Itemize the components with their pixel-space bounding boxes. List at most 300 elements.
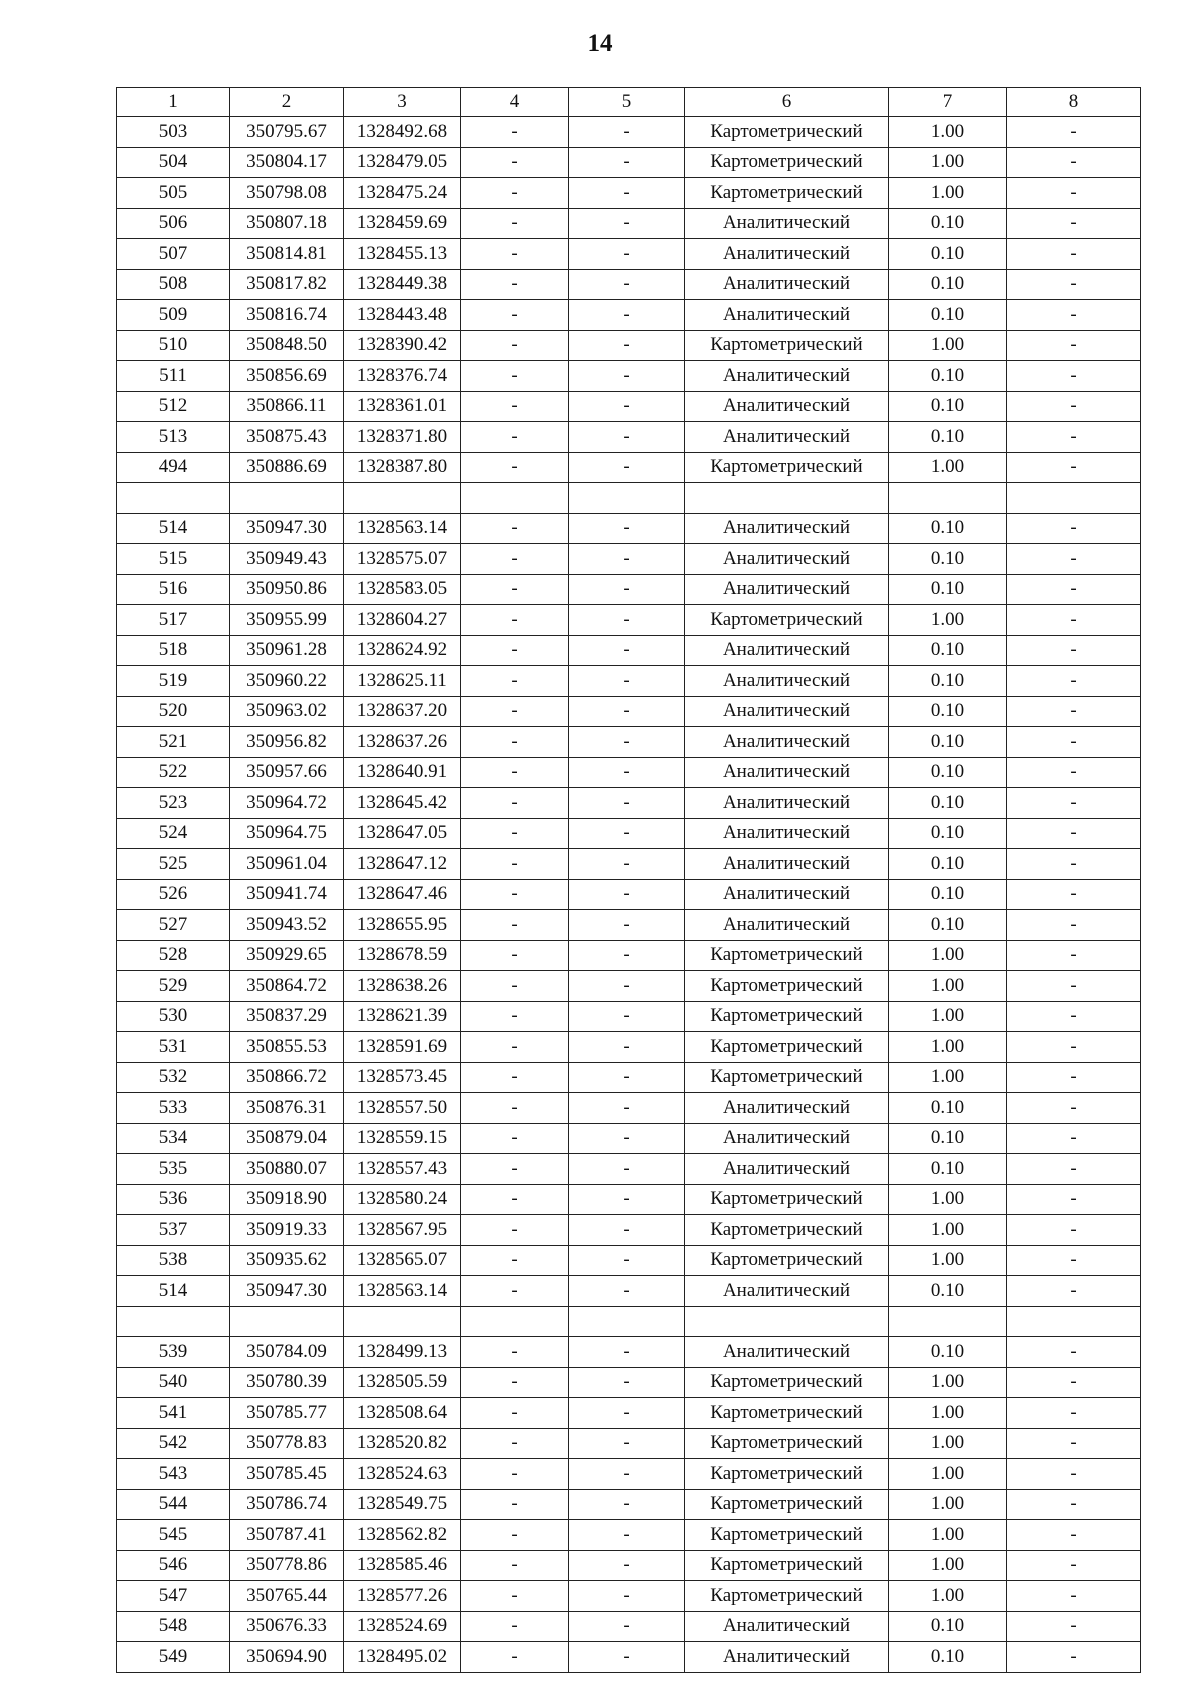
table-cell: 1328604.27 (344, 605, 461, 636)
table-cell: 536 (117, 1184, 230, 1215)
table-cell: - (1007, 1093, 1141, 1124)
table-row (117, 605, 1141, 636)
table-cell: 546 (117, 1550, 230, 1581)
table-cell: 1328492.68 (344, 117, 461, 148)
table-cell: Картометрический (685, 1520, 889, 1551)
table-cell: 511 (117, 361, 230, 392)
table-cell: - (569, 239, 685, 270)
table-cell: 532 (117, 1062, 230, 1093)
table-cell: 1328678.59 (344, 940, 461, 971)
table-cell: 1328573.45 (344, 1062, 461, 1093)
table-cell: - (569, 1550, 685, 1581)
table-cell: - (461, 1581, 569, 1612)
table-cell: - (461, 544, 569, 575)
table-cell (461, 1306, 569, 1337)
table-cell: 513 (117, 422, 230, 453)
table-cell: 350876.31 (230, 1093, 344, 1124)
table-cell: - (1007, 422, 1141, 453)
table-cell: 0.10 (889, 544, 1007, 575)
table-cell: 350949.43 (230, 544, 344, 575)
table-cell: 0.10 (889, 635, 1007, 666)
table-cell: - (1007, 1611, 1141, 1642)
table-cell: - (569, 1123, 685, 1154)
table-cell: 1328585.46 (344, 1550, 461, 1581)
table-cell: 1328520.82 (344, 1428, 461, 1459)
table-cell: - (461, 971, 569, 1002)
table-cell: - (1007, 574, 1141, 605)
table-cell: Аналитический (685, 300, 889, 331)
table-cell: - (569, 940, 685, 971)
table-row (117, 269, 1141, 300)
table-cell: - (569, 178, 685, 209)
table-cell: 0.10 (889, 1276, 1007, 1307)
table-cell: - (461, 1550, 569, 1581)
table-cell: 350919.33 (230, 1215, 344, 1246)
table-cell: 523 (117, 788, 230, 819)
table-row (117, 788, 1141, 819)
table-cell: - (461, 574, 569, 605)
table-cell: - (1007, 1581, 1141, 1612)
table-cell: - (461, 1367, 569, 1398)
table-cell: - (1007, 849, 1141, 880)
table-cell: - (1007, 696, 1141, 727)
table-cell (685, 1306, 889, 1337)
table-cell: 1328640.91 (344, 757, 461, 788)
table-cell: 0.10 (889, 361, 1007, 392)
table-cell: - (461, 422, 569, 453)
table-cell: Аналитический (685, 208, 889, 239)
table-cell: 350963.02 (230, 696, 344, 727)
table-cell: Картометрический (685, 1367, 889, 1398)
table-cell: - (461, 1215, 569, 1246)
table-cell: 350961.28 (230, 635, 344, 666)
table-cell: 1328591.69 (344, 1032, 461, 1063)
table-cell: 0.10 (889, 208, 1007, 239)
table-cell: - (461, 1520, 569, 1551)
table-cell: Картометрический (685, 330, 889, 361)
table-cell: - (569, 1001, 685, 1032)
table-cell: - (1007, 239, 1141, 270)
table-cell: 350947.30 (230, 513, 344, 544)
table-cell: - (1007, 513, 1141, 544)
table-cell: 544 (117, 1489, 230, 1520)
table-cell: - (1007, 1062, 1141, 1093)
table-cell: Аналитический (685, 1276, 889, 1307)
table-cell: 534 (117, 1123, 230, 1154)
table-cell: 519 (117, 666, 230, 697)
table-cell: - (569, 1520, 685, 1551)
table-cell: 1328361.01 (344, 391, 461, 422)
table-cell (344, 483, 461, 514)
table-row (117, 1642, 1141, 1673)
table-cell (117, 1306, 230, 1337)
table-cell: 350956.82 (230, 727, 344, 758)
table-cell: 0.10 (889, 574, 1007, 605)
table-cell: 1328443.48 (344, 300, 461, 331)
table-row (117, 1123, 1141, 1154)
table-cell: 0.10 (889, 818, 1007, 849)
table-row (117, 391, 1141, 422)
table-cell: 1.00 (889, 1001, 1007, 1032)
table-row (117, 971, 1141, 1002)
table-cell: - (461, 1459, 569, 1490)
table-cell: 0.10 (889, 788, 1007, 819)
table-cell: 1328449.38 (344, 269, 461, 300)
table-cell: Аналитический (685, 757, 889, 788)
table-cell: 1.00 (889, 1032, 1007, 1063)
table-cell: - (1007, 940, 1141, 971)
table-cell: Картометрический (685, 1459, 889, 1490)
table-cell: 0.10 (889, 391, 1007, 422)
table-cell: - (569, 147, 685, 178)
table-cell: 1328647.12 (344, 849, 461, 880)
table-body (117, 88, 1141, 1673)
table-cell: Картометрический (685, 1489, 889, 1520)
table-cell: 350785.77 (230, 1398, 344, 1429)
table-cell: Аналитический (685, 1611, 889, 1642)
table-cell: - (1007, 178, 1141, 209)
table-cell: 1328371.80 (344, 422, 461, 453)
table-cell: - (569, 849, 685, 880)
table-row (117, 879, 1141, 910)
table-cell: - (569, 1245, 685, 1276)
table-cell: - (569, 696, 685, 727)
table-row (117, 330, 1141, 361)
table-cell: 350798.08 (230, 178, 344, 209)
table-cell: Картометрический (685, 147, 889, 178)
table-cell: - (569, 1459, 685, 1490)
table-cell: 350816.74 (230, 300, 344, 331)
table-cell: - (461, 269, 569, 300)
table-cell: 1328575.07 (344, 544, 461, 575)
table-cell: - (1007, 971, 1141, 1002)
table-cell (685, 483, 889, 514)
table-cell (1007, 483, 1141, 514)
table-cell: 350950.86 (230, 574, 344, 605)
table-cell: - (461, 788, 569, 819)
table-cell: Картометрический (685, 1032, 889, 1063)
table-row (117, 818, 1141, 849)
table-cell: - (461, 452, 569, 483)
table-cell: - (461, 300, 569, 331)
table-cell: 350929.65 (230, 940, 344, 971)
table-cell: Аналитический (685, 818, 889, 849)
table-cell: - (1007, 1337, 1141, 1368)
table-cell: - (461, 1398, 569, 1429)
table-cell: - (569, 788, 685, 819)
table-cell: - (1007, 1428, 1141, 1459)
table-cell: - (569, 117, 685, 148)
table-cell: - (461, 1062, 569, 1093)
table-cell: 522 (117, 757, 230, 788)
table-row (117, 849, 1141, 880)
table-cell: - (1007, 1550, 1141, 1581)
table-cell: - (569, 300, 685, 331)
table-cell: - (569, 1428, 685, 1459)
table-cell: 1328549.75 (344, 1489, 461, 1520)
table-row (117, 208, 1141, 239)
table-cell: 350784.09 (230, 1337, 344, 1368)
table-row (117, 452, 1141, 483)
table-cell: 0.10 (889, 1337, 1007, 1368)
table-cell: 1328495.02 (344, 1642, 461, 1673)
column-header: 7 (889, 88, 1007, 117)
table-cell: 514 (117, 1276, 230, 1307)
table-cell: 1328655.95 (344, 910, 461, 941)
table-cell: 0.10 (889, 1123, 1007, 1154)
table-cell: 1328559.15 (344, 1123, 461, 1154)
table-cell: 508 (117, 269, 230, 300)
table-cell: 350960.22 (230, 666, 344, 697)
table-row (117, 239, 1141, 270)
table-row (117, 1154, 1141, 1185)
table-cell: Аналитический (685, 910, 889, 941)
table-cell: - (1007, 788, 1141, 819)
table-cell: Картометрический (685, 1245, 889, 1276)
table-cell: 1328647.46 (344, 879, 461, 910)
table-cell: 350780.39 (230, 1367, 344, 1398)
table-cell: Картометрический (685, 452, 889, 483)
table-cell: 535 (117, 1154, 230, 1185)
table-row (117, 422, 1141, 453)
table-cell: 350817.82 (230, 269, 344, 300)
table-cell: - (461, 1001, 569, 1032)
table-cell: 1328625.11 (344, 666, 461, 697)
table-row (117, 1001, 1141, 1032)
table-cell: - (1007, 1001, 1141, 1032)
table-cell: 1328637.20 (344, 696, 461, 727)
table-cell: - (569, 330, 685, 361)
table-cell: 0.10 (889, 1611, 1007, 1642)
table-cell: 545 (117, 1520, 230, 1551)
table-cell: 350961.04 (230, 849, 344, 880)
table-cell: 1328499.13 (344, 1337, 461, 1368)
table-cell: 1328563.14 (344, 513, 461, 544)
table-cell: - (461, 178, 569, 209)
table-row (117, 635, 1141, 666)
table-cell: 549 (117, 1642, 230, 1673)
table-row (117, 1093, 1141, 1124)
table-cell: Аналитический (685, 635, 889, 666)
table-cell: - (569, 727, 685, 758)
table-cell: 1328645.42 (344, 788, 461, 819)
table-cell: - (1007, 208, 1141, 239)
table-cell: 527 (117, 910, 230, 941)
table-cell: Аналитический (685, 422, 889, 453)
table-cell: 0.10 (889, 1093, 1007, 1124)
table-cell: Аналитический (685, 727, 889, 758)
table-row (117, 727, 1141, 758)
table-cell: - (1007, 1215, 1141, 1246)
table-row (117, 513, 1141, 544)
table-cell: 1328479.05 (344, 147, 461, 178)
table-cell: 525 (117, 849, 230, 880)
table-cell: - (569, 1611, 685, 1642)
table-cell: 350807.18 (230, 208, 344, 239)
table-row (117, 1032, 1141, 1063)
table-cell: - (1007, 117, 1141, 148)
table-cell: Аналитический (685, 788, 889, 819)
table-cell: Аналитический (685, 696, 889, 727)
table-cell: 533 (117, 1093, 230, 1124)
table-cell: 509 (117, 300, 230, 331)
table-cell: 1.00 (889, 1062, 1007, 1093)
table-cell: - (569, 1062, 685, 1093)
table-cell: Аналитический (685, 666, 889, 697)
table-row (117, 1215, 1141, 1246)
table-cell: 350955.99 (230, 605, 344, 636)
table-cell: - (461, 635, 569, 666)
table-cell: 350886.69 (230, 452, 344, 483)
table-cell: 350964.72 (230, 788, 344, 819)
table-cell: - (569, 757, 685, 788)
table-cell (344, 1306, 461, 1337)
table-cell: 1.00 (889, 940, 1007, 971)
table-row (117, 1489, 1141, 1520)
table-cell: - (461, 1642, 569, 1673)
table-cell: 514 (117, 513, 230, 544)
table-cell: - (569, 269, 685, 300)
table-cell: - (461, 879, 569, 910)
table-cell: - (1007, 1154, 1141, 1185)
table-cell: - (461, 666, 569, 697)
table-cell: - (1007, 879, 1141, 910)
table-row (117, 910, 1141, 941)
table-cell: 538 (117, 1245, 230, 1276)
table-cell: 0.10 (889, 757, 1007, 788)
table-cell: 1.00 (889, 1459, 1007, 1490)
table-cell: - (569, 635, 685, 666)
table-cell: 0.10 (889, 666, 1007, 697)
table-cell: Аналитический (685, 879, 889, 910)
table-cell: 1328577.26 (344, 1581, 461, 1612)
coordinates-table (116, 87, 1141, 1673)
table-row (117, 940, 1141, 971)
table-row (117, 147, 1141, 178)
table-row (117, 1550, 1141, 1581)
table-cell: - (461, 1154, 569, 1185)
table-cell: - (569, 971, 685, 1002)
table-cell: 350947.30 (230, 1276, 344, 1307)
table-cell (230, 483, 344, 514)
table-cell: 350880.07 (230, 1154, 344, 1185)
table-cell: - (569, 452, 685, 483)
table-cell: 350879.04 (230, 1123, 344, 1154)
table-cell (889, 1306, 1007, 1337)
table-cell: - (1007, 910, 1141, 941)
table-cell: 0.10 (889, 849, 1007, 880)
table-cell: 1.00 (889, 1245, 1007, 1276)
table-row (117, 178, 1141, 209)
table-cell: 530 (117, 1001, 230, 1032)
table-cell: - (1007, 452, 1141, 483)
table-cell: 1.00 (889, 1489, 1007, 1520)
table-cell: - (1007, 391, 1141, 422)
table-cell: 1.00 (889, 147, 1007, 178)
table-cell: 0.10 (889, 422, 1007, 453)
table-cell: 507 (117, 239, 230, 270)
table-cell: 350848.50 (230, 330, 344, 361)
table-cell (889, 483, 1007, 514)
table-cell: - (569, 391, 685, 422)
table-cell: 0.10 (889, 1642, 1007, 1673)
table-cell: 542 (117, 1428, 230, 1459)
table-cell (230, 1306, 344, 1337)
table-cell: 350918.90 (230, 1184, 344, 1215)
table-cell: 0.10 (889, 696, 1007, 727)
table-cell: 1.00 (889, 605, 1007, 636)
table-cell: - (461, 910, 569, 941)
table-cell: - (569, 1337, 685, 1368)
table-cell: 350676.33 (230, 1611, 344, 1642)
table-cell: 1.00 (889, 1215, 1007, 1246)
table-cell: 1328390.42 (344, 330, 461, 361)
table-cell: 350787.41 (230, 1520, 344, 1551)
table-cell: - (461, 696, 569, 727)
table-cell: Картометрический (685, 1001, 889, 1032)
table-cell: 531 (117, 1032, 230, 1063)
table-cell: - (461, 849, 569, 880)
table-cell: 537 (117, 1215, 230, 1246)
table-cell: 350855.53 (230, 1032, 344, 1063)
table-cell: - (461, 1337, 569, 1368)
table-cell: 541 (117, 1398, 230, 1429)
table-cell: - (461, 818, 569, 849)
table-cell: 350814.81 (230, 239, 344, 270)
table-cell (461, 483, 569, 514)
table-cell: 1328638.26 (344, 971, 461, 1002)
table-cell: Картометрический (685, 1550, 889, 1581)
table-cell: 1328580.24 (344, 1184, 461, 1215)
table-row (117, 361, 1141, 392)
column-header: 5 (569, 88, 685, 117)
table-cell: 350765.44 (230, 1581, 344, 1612)
table-cell: Аналитический (685, 574, 889, 605)
table-cell: 1328624.92 (344, 635, 461, 666)
table-row (117, 1520, 1141, 1551)
table-cell: 1328557.43 (344, 1154, 461, 1185)
table-cell: 1.00 (889, 1367, 1007, 1398)
table-cell: - (461, 147, 569, 178)
table-cell: - (1007, 361, 1141, 392)
table-cell: - (461, 757, 569, 788)
table-row (117, 1276, 1141, 1307)
table-cell: 1.00 (889, 330, 1007, 361)
table-cell: 517 (117, 605, 230, 636)
table-row (117, 1398, 1141, 1429)
table-cell: 524 (117, 818, 230, 849)
table-cell: Картометрический (685, 1581, 889, 1612)
table-cell: 350694.90 (230, 1642, 344, 1673)
table-cell: Аналитический (685, 849, 889, 880)
table-cell: - (569, 1489, 685, 1520)
table-cell: - (569, 666, 685, 697)
table-header-row (117, 88, 1141, 117)
table-cell: 1328637.26 (344, 727, 461, 758)
table-cell: - (569, 1154, 685, 1185)
page-number: 14 (587, 30, 613, 57)
table-cell: 1328524.69 (344, 1611, 461, 1642)
table-cell: - (1007, 1398, 1141, 1429)
table-cell: - (461, 1611, 569, 1642)
table-cell: Картометрический (685, 1398, 889, 1429)
table-cell: - (569, 1032, 685, 1063)
table-cell: 0.10 (889, 1154, 1007, 1185)
table-cell: - (1007, 1520, 1141, 1551)
table-cell: - (461, 1123, 569, 1154)
table-cell: Картометрический (685, 1184, 889, 1215)
table-cell: - (569, 422, 685, 453)
